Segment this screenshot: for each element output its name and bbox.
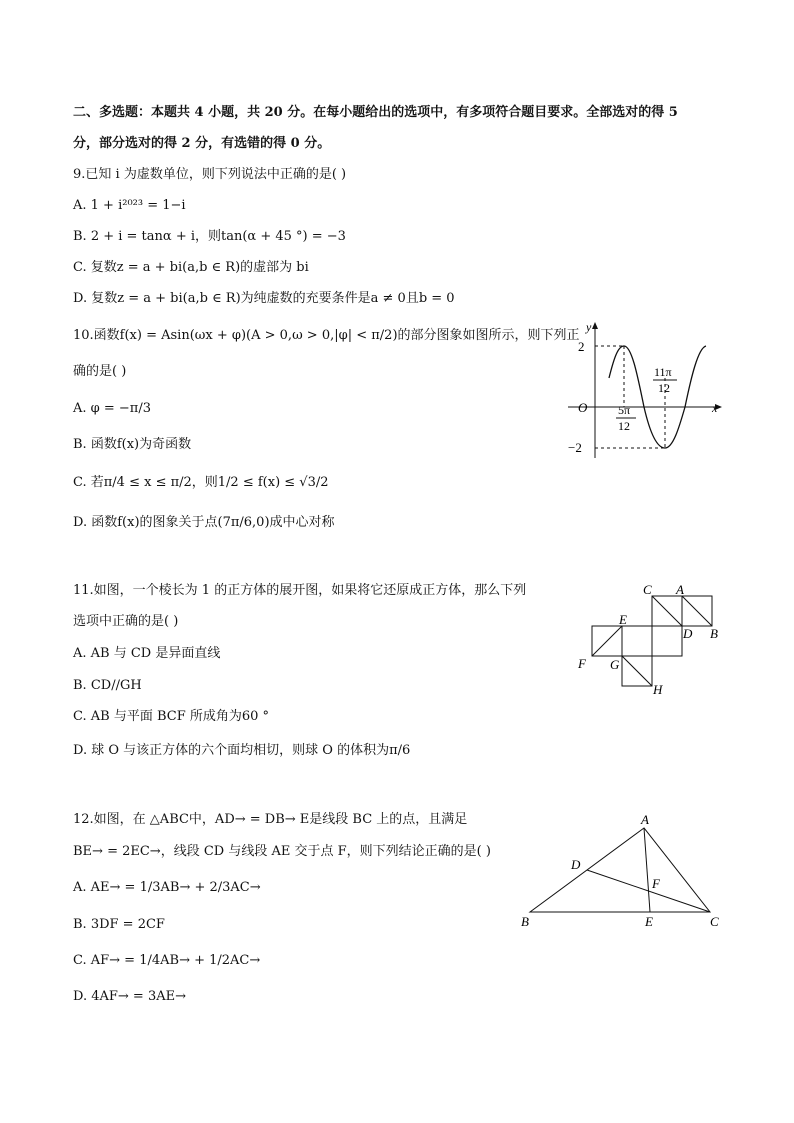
label-D: D (571, 857, 581, 872)
origin-label: O (578, 400, 588, 415)
q9-option-c: C. 复数z = a + bi(a,b ∈ R)的虚部为 bi (73, 260, 309, 275)
q10-option-c: C. 若π/4 ≤ x ≤ π/2，则1/2 ≤ f(x) ≤ √3/2 (73, 475, 329, 490)
q11-stem-line1: 11.如图，一个棱长为 1 的正方体的展开图，如果将它还原成正方体，那么下列 (73, 583, 527, 598)
label-B: B (710, 626, 718, 641)
net-square (652, 626, 682, 656)
label-F: F (578, 656, 586, 671)
q11-stem-line2: 选项中正确的是( ) (73, 614, 179, 629)
diagonal-FE (592, 626, 622, 656)
x2-denominator: 12 (658, 381, 670, 395)
q12-option-b: B. 3DF = 2CF (73, 917, 165, 932)
label-H: H (653, 682, 663, 697)
label-G: G (610, 657, 620, 672)
q10-option-b: B. 函数f(x)为奇函数 (73, 437, 192, 452)
diagonal-AB (682, 596, 712, 626)
q12-stem-line2: BE→ = 2EC→，线段 CD 与线段 AE 交于点 F，则下列结论正确的是( ) (73, 844, 491, 859)
segment-AE (644, 828, 650, 912)
q12-option-a: A. AE→ = 1/3AB→ + 2/3AC→ (73, 880, 261, 895)
q9-option-a: A. 1 + i²⁰²³ = 1−i (73, 198, 186, 213)
label-B: B (521, 914, 529, 929)
label-D: D (683, 626, 693, 641)
label-C: C (643, 582, 652, 597)
y-axis-label: y (586, 320, 592, 334)
x-axis-label: x (712, 401, 718, 415)
section-heading-line2: 分，部分选对的得 2 分，有选错的得 0 分。 (73, 136, 331, 151)
q10-option-d: D. 函数f(x)的图象关于点(7π/6,0)成中心对称 (73, 515, 335, 530)
q11-option-c: C. AB 与平面 BCF 所成角为60 ° (73, 709, 270, 724)
q10-sine-graph (560, 318, 730, 468)
y-min-label: −2 (568, 440, 582, 455)
q10-stem-line1: 10.函数f(x) = Asin(ωx + φ)(A > 0,ω > 0,|φ| < π/2)的部分图象如图所示，则下列正 (73, 328, 580, 343)
net-square (622, 626, 652, 656)
q12-option-c: C. AF→ = 1/4AB→ + 1/2AC→ (73, 953, 261, 968)
y-axis-arrow-icon (592, 322, 598, 329)
q11-option-b: B. CD//GH (73, 678, 142, 693)
q9-option-b: B. 2 + i = tanα + i，则tan(α + 45 °) = −3 (73, 229, 346, 244)
label-E: E (619, 612, 627, 627)
section-heading-line1: 二、多选题：本题共 4 小题，共 20 分。在每小题给出的选项中，有多项符合题目要求。全部选对的得 5 (73, 105, 678, 120)
q10-stem-line2: 确的是( ) (73, 364, 127, 379)
q11-option-a: A. AB 与 CD 是异面直线 (73, 646, 221, 661)
diagonal-CD (652, 596, 682, 626)
y-max-label: 2 (578, 339, 585, 354)
label-A: A (676, 582, 684, 597)
q12-option-d: D. 4AF→ = 3AE→ (73, 989, 186, 1004)
q11-option-d: D. 球 O 与该正方体的六个面均相切，则球 O 的体积为π/6 (73, 743, 411, 758)
label-C: C (710, 914, 719, 929)
q9-stem: 9.已知 i 为虚数单位，则下列说法中正确的是( ) (73, 167, 347, 182)
diagonal-GH (622, 656, 652, 686)
label-E: E (645, 914, 653, 929)
q11-cube-net (572, 578, 732, 700)
x1-denominator: 12 (618, 419, 630, 433)
q12-stem-line1: 12.如图，在 △ABC中，AD→ = DB→ E是线段 BC 上的点，且满足 (73, 812, 468, 827)
label-F: F (652, 876, 660, 891)
q10-option-a: A. φ = −π/3 (73, 401, 151, 416)
triangle-ABC (530, 828, 710, 912)
q9-option-d: D. 复数z = a + bi(a,b ∈ R)为纯虚数的充要条件是a ≠ 0且b = 0 (73, 291, 455, 306)
x1-numerator: 5π (618, 403, 631, 417)
segment-CD (587, 870, 710, 912)
x2-numerator: 11π (654, 365, 672, 379)
label-A: A (641, 812, 649, 827)
q12-triangle-figure (512, 810, 732, 932)
